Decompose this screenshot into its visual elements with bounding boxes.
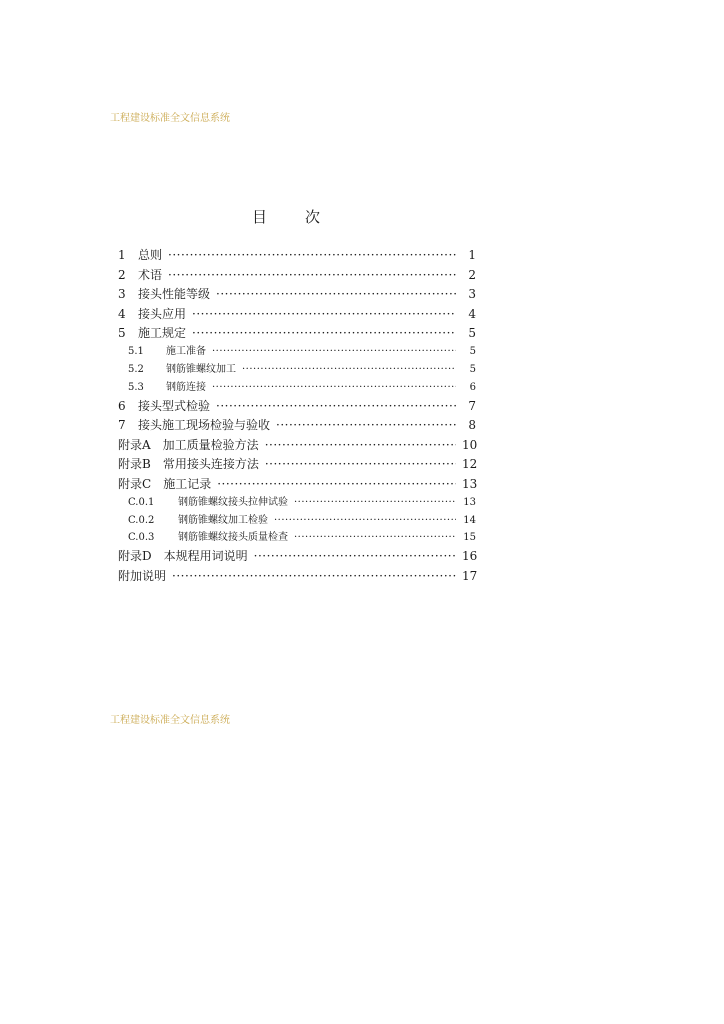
toc-entry-page: 6 xyxy=(469,381,476,393)
toc-entry-label: 钢筋连接 xyxy=(166,381,206,393)
toc-entry-label: 施工记录 xyxy=(163,476,212,491)
watermark-bottom: 工程建设标准全文信息系统 xyxy=(110,715,230,726)
toc-entry[interactable] xyxy=(118,361,476,379)
toc-entry-label: 常用接头连接方法 xyxy=(162,457,259,472)
toc-entry-page: 16 xyxy=(462,549,478,564)
toc-entry-label: 接头应用 xyxy=(138,306,187,321)
toc-entry[interactable] xyxy=(118,246,476,266)
toc-entry[interactable] xyxy=(118,379,476,397)
toc-entry-page: 5 xyxy=(468,326,476,340)
toc-entry[interactable] xyxy=(118,436,476,456)
toc-entry-label: 总则 xyxy=(138,248,163,262)
toc-entry-label: 钢筋锥螺纹加工 xyxy=(166,364,236,376)
toc-entry[interactable] xyxy=(118,567,476,587)
toc-entry-number: 附录A xyxy=(118,437,151,452)
toc-entry-page: 10 xyxy=(462,437,478,452)
toc-dot-leader xyxy=(168,266,456,286)
toc-entry[interactable] xyxy=(118,494,476,512)
toc-entry-label: 附加说明 xyxy=(118,568,167,583)
title-left: 目 xyxy=(251,208,267,226)
toc-dot-leader xyxy=(265,455,456,475)
toc-entry-label: 加工质量检验方法 xyxy=(162,437,259,452)
toc-entry-number: 附录B xyxy=(118,457,151,472)
toc-entry-label: 钢筋锥螺纹接头拉伸试验 xyxy=(178,497,288,509)
toc-entry-page: 14 xyxy=(463,514,476,526)
toc-entry-number: 6 xyxy=(118,398,126,413)
toc-entry[interactable] xyxy=(118,455,476,475)
toc-dot-leader xyxy=(192,324,456,344)
toc-entry-page: 8 xyxy=(468,418,476,433)
page-title xyxy=(0,206,724,227)
toc-entry-label: 施工规定 xyxy=(138,326,187,340)
toc-dot-leader xyxy=(192,305,456,325)
toc-entry-page: 1 xyxy=(468,248,476,262)
toc-entry-page: 2 xyxy=(468,267,476,282)
toc-entry-page: 5 xyxy=(469,346,476,358)
toc-entry-number: C.0.1 xyxy=(128,497,155,509)
toc-dot-leader xyxy=(217,475,456,495)
toc-entry-label: 术语 xyxy=(138,267,163,282)
toc-entry-number: 5.2 xyxy=(128,364,144,376)
toc-dot-leader xyxy=(254,547,456,567)
toc-dot-leader xyxy=(242,361,456,379)
toc-entry-number: 附录D xyxy=(118,549,152,564)
toc-entry[interactable] xyxy=(118,512,476,530)
toc-entry[interactable] xyxy=(118,397,476,417)
toc-dot-leader xyxy=(168,246,456,266)
toc-dot-leader xyxy=(294,494,456,512)
toc-dot-leader xyxy=(216,285,456,305)
toc-dot-leader xyxy=(276,416,456,436)
toc-entry-page: 17 xyxy=(462,568,478,583)
toc-dot-leader xyxy=(216,397,456,417)
toc-entry[interactable] xyxy=(118,324,476,344)
toc-dot-leader xyxy=(212,344,456,362)
toc-entry-label: 钢筋锥螺纹加工检验 xyxy=(178,514,268,526)
toc-entry[interactable] xyxy=(118,285,476,305)
toc-entry[interactable] xyxy=(118,475,476,495)
toc-entry-number: 5 xyxy=(118,326,126,340)
toc-entry-label: 接头性能等级 xyxy=(138,287,211,301)
toc-entry-number: 附录C xyxy=(118,476,152,491)
toc-entry-number: 2 xyxy=(118,267,126,282)
toc-entry[interactable] xyxy=(118,344,476,362)
toc-dot-leader xyxy=(172,567,456,587)
watermark-top: 工程建设标准全文信息系统 xyxy=(110,113,230,124)
toc-entry-number: 7 xyxy=(118,418,126,433)
table-of-contents xyxy=(118,246,476,586)
toc-dot-leader xyxy=(212,379,456,397)
toc-entry-page: 5 xyxy=(469,364,476,376)
toc-entry[interactable] xyxy=(118,266,476,286)
toc-entry-label: 施工准备 xyxy=(166,346,206,358)
toc-entry-label: 本规程用词说明 xyxy=(163,549,248,564)
toc-dot-leader xyxy=(294,529,456,547)
toc-entry-page: 15 xyxy=(463,532,476,544)
toc-entry-page: 3 xyxy=(468,287,476,301)
toc-entry-number: C.0.3 xyxy=(128,532,155,544)
toc-entry[interactable] xyxy=(118,305,476,325)
toc-entry-number: 5.1 xyxy=(128,346,144,358)
toc-entry[interactable] xyxy=(118,416,476,436)
toc-entry-number: C.0.2 xyxy=(128,514,155,526)
toc-dot-leader xyxy=(274,512,456,530)
toc-entry[interactable] xyxy=(118,547,476,567)
toc-entry-page: 7 xyxy=(468,398,476,413)
toc-entry-number: 1 xyxy=(118,248,126,262)
toc-dot-leader xyxy=(265,436,456,456)
toc-entry-page: 4 xyxy=(468,306,476,321)
toc-entry-label: 钢筋锥螺纹接头质量检查 xyxy=(178,532,288,544)
title-right: 次 xyxy=(305,208,321,226)
toc-entry-page: 13 xyxy=(463,497,476,509)
toc-entry-page: 12 xyxy=(462,457,478,472)
toc-entry-number: 4 xyxy=(118,306,126,321)
toc-entry-number: 3 xyxy=(118,287,126,301)
toc-entry-page: 13 xyxy=(462,476,478,491)
toc-entry-label: 接头施工现场检验与验收 xyxy=(138,418,271,433)
toc-entry-label: 接头型式检验 xyxy=(138,398,211,413)
toc-entry[interactable] xyxy=(118,529,476,547)
toc-entry-number: 5.3 xyxy=(128,381,144,393)
